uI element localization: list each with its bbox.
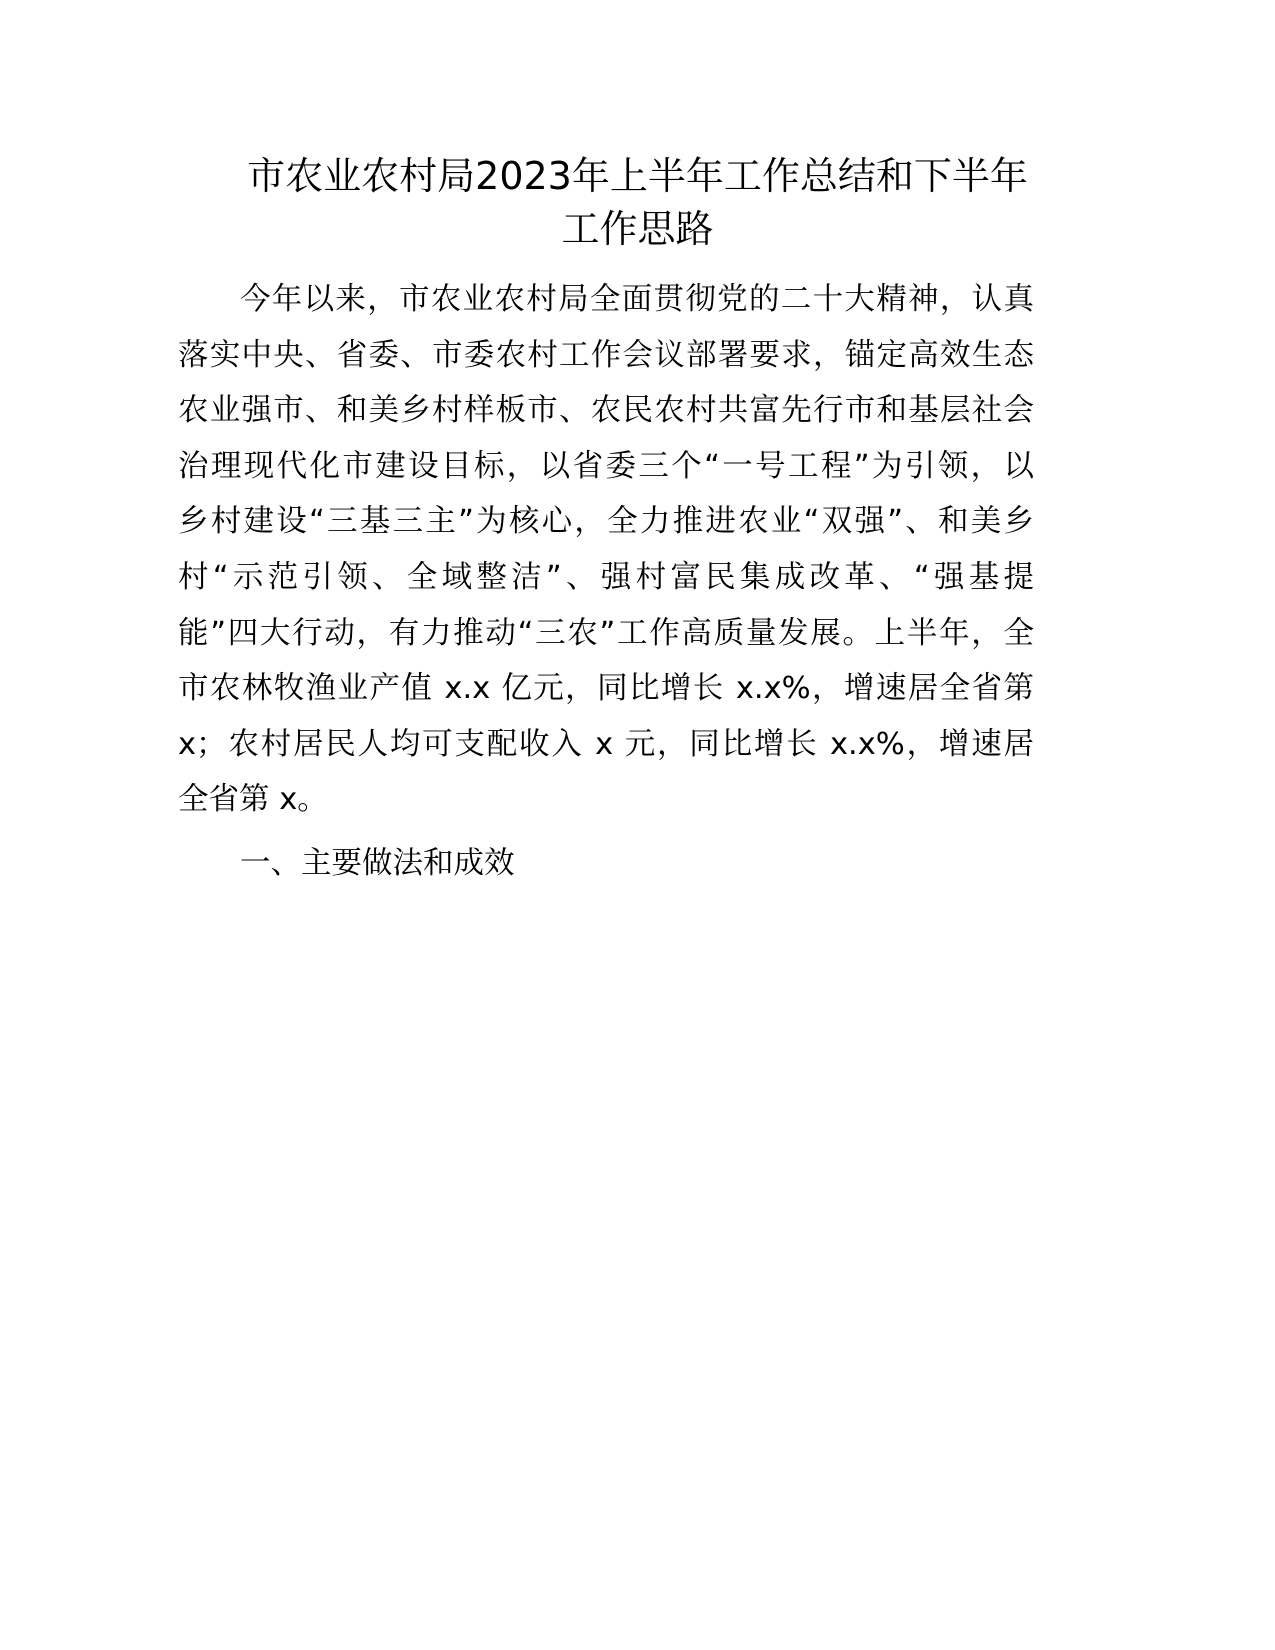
section-heading: 一、主要做法和成效 <box>240 846 515 881</box>
document-title-line-2: 工作思路 <box>561 207 714 251</box>
paragraph-line: 能”四大行动，有力推动“三农”工作高质量发展。上半年，全 <box>178 615 1034 651</box>
paragraph-line: 乡村建设“三基三主”为核心，全力推进农业“双强”、和美乡 <box>178 504 1034 540</box>
paragraph-line: 治理现代化市建设目标，以省委三个“一号工程”为引领，以 <box>178 448 1034 484</box>
paragraph-line: 落实中央、省委、市委农村工作会议部署要求，锚定高效生态 <box>178 337 1034 373</box>
paragraph-line: x；农村居民人均可支配收入 x 元，同比增长 x.x%，增速居 <box>178 726 1034 762</box>
paragraph-line: 村“示范引领、全域整洁”、强村富民集成改革、“强基提 <box>178 559 1034 595</box>
intro-paragraph <box>178 272 1034 828</box>
paragraph-line: 农业强市、和美乡村样板市、农民农村共富先行市和基层社会 <box>178 393 1034 429</box>
paragraph-line: 市农林牧渔业产值 x.x 亿元，同比增长 x.x%，增速居全省第 <box>178 671 1034 707</box>
paragraph-line: 今年以来，市农业农村局全面贯彻党的二十大精神，认真 <box>240 282 1034 317</box>
document-title-line-1: 市农业农村局2023年上半年工作总结和下半年 <box>247 154 1028 198</box>
paragraph-line: 全省第 x。 <box>178 782 328 818</box>
